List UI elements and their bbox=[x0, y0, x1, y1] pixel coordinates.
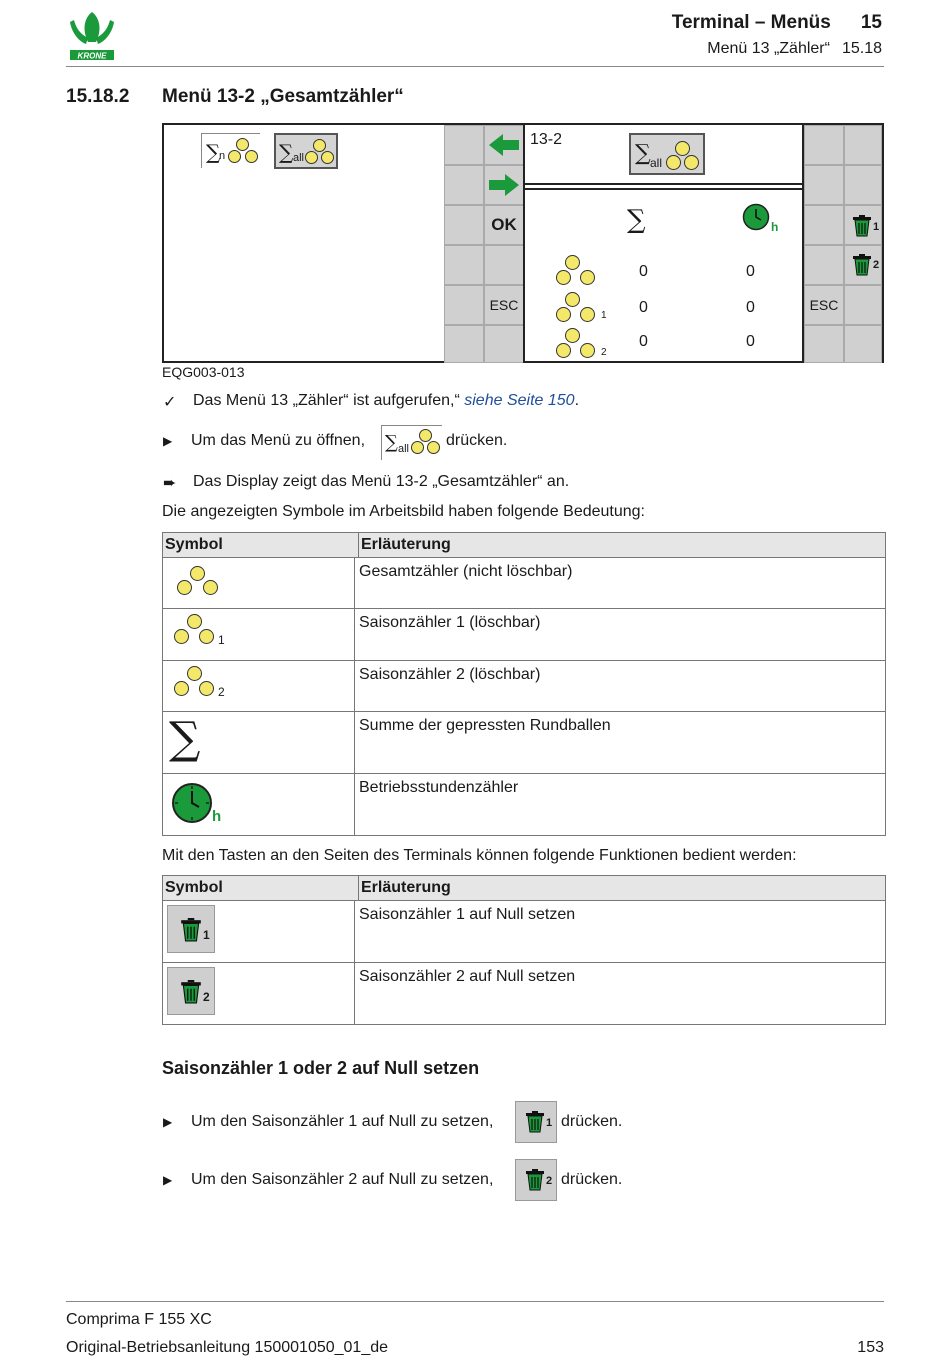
display-divider bbox=[525, 188, 802, 190]
trash-icon bbox=[180, 980, 202, 1004]
blank-key[interactable] bbox=[844, 325, 882, 363]
page-number: 153 bbox=[857, 1339, 884, 1356]
step-reset-1-suffix: drücken. bbox=[561, 1113, 623, 1130]
display-area: 13-2 ∑ all ∑ h 0 0 1 0 0 2 0 0 bbox=[523, 125, 804, 363]
krone-logo bbox=[66, 8, 118, 62]
figure-caption: EQG003-013 bbox=[162, 364, 245, 380]
table-row: h Betriebsstundenzähler bbox=[163, 773, 885, 835]
blank-key[interactable] bbox=[804, 125, 844, 165]
intro-keys: Mit den Tasten an den Seiten des Terminals können folgende Funktionen bedient werden: bbox=[162, 847, 797, 864]
table-row: Gesamtzähler (nicht löschbar) bbox=[163, 557, 885, 608]
ok-key[interactable]: OK bbox=[484, 205, 524, 245]
table-row: 1 Saisonzähler 1 (löschbar) bbox=[163, 608, 885, 660]
blank-key[interactable] bbox=[444, 125, 484, 165]
reset-season-1-key[interactable]: 1 bbox=[167, 905, 215, 953]
blank-key[interactable] bbox=[804, 205, 844, 245]
page-link[interactable]: siehe Seite 150 bbox=[464, 392, 575, 409]
trash-icon bbox=[852, 254, 872, 276]
section-title: Menü 13 „Zähler“ 15.18 bbox=[707, 40, 882, 57]
back-arrow-key[interactable] bbox=[484, 125, 524, 165]
sigma-all-button[interactable]: ∑ all bbox=[274, 133, 338, 169]
key-table bbox=[162, 875, 886, 1025]
blank-key[interactable] bbox=[444, 245, 484, 285]
esc-key-left[interactable]: ESC bbox=[484, 285, 524, 325]
table-header bbox=[163, 533, 885, 557]
blank-key[interactable] bbox=[844, 165, 882, 205]
reset-season-2-key[interactable]: 2 bbox=[844, 245, 882, 285]
footer-model: Comprima F 155 XC bbox=[66, 1311, 212, 1328]
logo-text: KRONE bbox=[77, 51, 107, 61]
display-divider bbox=[525, 183, 802, 185]
blank-key[interactable] bbox=[844, 285, 882, 325]
header-divider bbox=[66, 66, 884, 67]
step-bullet-icon: ▶ bbox=[163, 1115, 173, 1129]
arrow-right-icon bbox=[485, 166, 523, 204]
sum-icon: ∑ bbox=[163, 712, 355, 773]
heading-number: 15.18.2 bbox=[66, 86, 130, 107]
result-arrow-icon: ➨ bbox=[163, 475, 177, 492]
arrow-left-icon bbox=[485, 126, 523, 164]
section-number: 15.18 bbox=[841, 40, 882, 57]
trash-icon bbox=[180, 918, 202, 942]
blank-key[interactable] bbox=[484, 325, 524, 363]
hour-label: h bbox=[771, 220, 779, 234]
forward-arrow-key[interactable] bbox=[484, 165, 524, 205]
total-counter-icon bbox=[163, 558, 355, 608]
blank-key[interactable] bbox=[804, 165, 844, 205]
chapter-number: 15 bbox=[860, 12, 882, 33]
step-reset-2: ▶ Um den Saisonzähler 2 auf Null zu setzen, bbox=[163, 1171, 494, 1188]
blank-key[interactable] bbox=[844, 125, 882, 165]
table-row: ∑ Summe der gepressten Rundballen bbox=[163, 711, 885, 773]
clock-icon: h bbox=[163, 774, 355, 835]
sigma-n-button[interactable]: ∑ n bbox=[201, 133, 260, 168]
reset-season-1-inline-key[interactable]: 1 bbox=[515, 1101, 557, 1143]
col-explanation: Erläuterung bbox=[361, 536, 451, 553]
reset-season-1-key[interactable]: 1 bbox=[844, 205, 882, 245]
blank-key[interactable] bbox=[444, 165, 484, 205]
esc-key-right[interactable]: ESC bbox=[804, 285, 844, 325]
check-icon: ✓ bbox=[163, 394, 177, 411]
step-bullet-icon: ▶ bbox=[163, 434, 173, 448]
menu-id: 13-2 bbox=[530, 131, 563, 148]
step-bullet-icon: ▶ bbox=[163, 1173, 173, 1187]
subsection-heading: Saisonzähler 1 oder 2 auf Null setzen bbox=[162, 1058, 480, 1078]
reset-season-2-key[interactable]: 2 bbox=[167, 967, 215, 1015]
blank-key[interactable] bbox=[444, 325, 484, 363]
section-heading bbox=[66, 86, 404, 108]
sigma-all-inline-key[interactable]: ∑ all bbox=[381, 425, 442, 460]
table-header: Symbol Erläuterung bbox=[163, 876, 885, 900]
step-reset-2-suffix: drücken. bbox=[561, 1171, 623, 1188]
chapter-title: Terminal – Menüs 15 bbox=[671, 12, 882, 33]
footer-divider bbox=[66, 1301, 884, 1302]
heading-title: Menü 13-2 „Gesamtzähler“ bbox=[162, 86, 404, 107]
precondition-text: Das Menü 13 „Zähler“ ist aufgerufen,“ siehe Seite 150. bbox=[193, 392, 580, 409]
table-row: 2 Saisonzähler 2 (löschbar) bbox=[163, 660, 885, 711]
footer-doc: Original-Betriebsanleitung 150001050_01_de bbox=[66, 1339, 389, 1356]
table-row: 2 Saisonzähler 2 auf Null setzen bbox=[163, 962, 885, 1024]
season-2-counter-icon: 2 bbox=[163, 661, 355, 711]
trash-icon bbox=[525, 1169, 545, 1191]
symbol-table bbox=[162, 532, 886, 836]
step-open-menu: ▶ Um das Menü zu öffnen, bbox=[163, 432, 366, 449]
blank-key[interactable] bbox=[444, 205, 484, 245]
clock-icon bbox=[742, 203, 770, 236]
blank-key[interactable] bbox=[444, 285, 484, 325]
intro-text: Die angezeigten Symbole im Arbeitsbild haben folgende Bedeutung: bbox=[162, 503, 645, 520]
sigma-all-indicator: ∑ all bbox=[629, 133, 705, 175]
col-symbol: Symbol bbox=[163, 533, 359, 557]
blank-key[interactable] bbox=[804, 245, 844, 285]
blank-key[interactable] bbox=[804, 325, 844, 363]
result: ➨ Das Display zeigt das Menü 13-2 „Gesamtzähler“ an. bbox=[163, 473, 570, 492]
reset-season-2-inline-key[interactable]: 2 bbox=[515, 1159, 557, 1201]
precondition bbox=[163, 392, 580, 412]
trash-icon bbox=[852, 215, 872, 237]
step-reset-1: ▶ Um den Saisonzähler 1 auf Null zu setzen, bbox=[163, 1113, 494, 1130]
terminal-screen bbox=[162, 123, 884, 363]
sum-icon: ∑ bbox=[627, 205, 646, 235]
season-1-counter-icon: 1 bbox=[163, 609, 355, 660]
blank-key[interactable] bbox=[484, 245, 524, 285]
trash-icon bbox=[525, 1111, 545, 1133]
step-open-suffix: drücken. bbox=[446, 432, 508, 449]
table-row: 1 Saisonzähler 1 auf Null setzen bbox=[163, 900, 885, 962]
